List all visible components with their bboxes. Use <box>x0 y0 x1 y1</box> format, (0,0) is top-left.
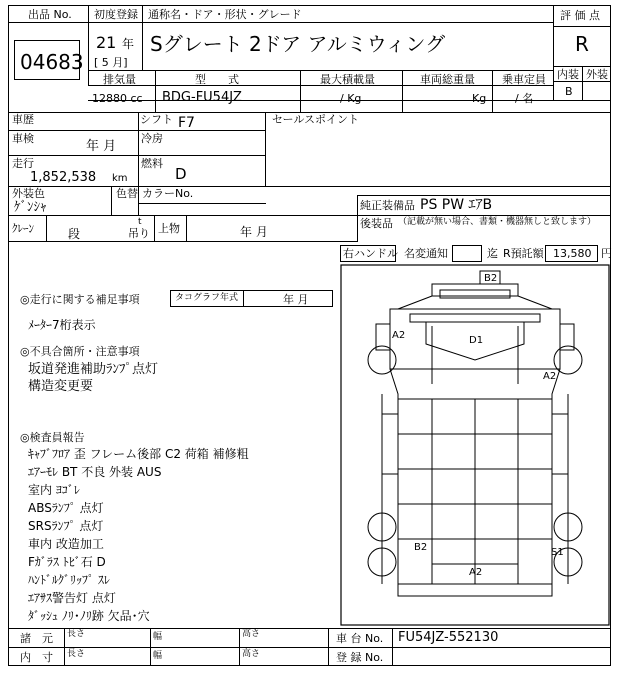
chassis-label: 車 台 No. <box>336 632 384 645</box>
lot-label: 出品 No. <box>28 8 72 21</box>
defect-line-2: 構造変更要 <box>28 379 94 394</box>
crane-ton: t <box>138 217 142 227</box>
inspector-line-6: 車内 改造加工 <box>28 537 104 551</box>
inspection-value: 年 月 <box>86 139 117 154</box>
capacity-label: 乗車定員 <box>502 73 546 86</box>
car-name-label: 通称名・ドア・形状・グレード <box>148 8 302 21</box>
damage-mark-a2-right: A2 <box>543 371 557 382</box>
history-label: 車歴 <box>12 113 34 126</box>
interior-size-label: 内 寸 <box>20 651 53 664</box>
color-code-label: カラーNo. <box>142 187 194 200</box>
length-label-2: 長さ <box>67 649 86 659</box>
color-label: 外装色 <box>12 187 45 200</box>
capacity: / 名 <box>515 92 534 105</box>
max-load: / Kg <box>340 92 362 105</box>
height-label-2: 高さ <box>242 649 261 659</box>
reg-month: [ 5 月] <box>94 56 128 69</box>
r-tax-label: R預託額 <box>503 247 544 260</box>
mileage-label: 走行 <box>12 157 34 170</box>
r-tax-value: 13,580 <box>553 247 592 260</box>
inspector-line-9: ｴｱｻｽ警告灯 点灯 <box>28 591 116 605</box>
gross-weight-label: 車両総重量 <box>420 73 475 86</box>
name-change-box <box>452 245 482 262</box>
interior-grade: B <box>565 85 573 98</box>
aftermarket-label: 後装品 <box>360 217 393 230</box>
lift-value: 年 月 <box>240 225 268 239</box>
width-label-2: 幅 <box>153 651 163 661</box>
reg-year: 21 <box>96 33 117 52</box>
right-hand-drive: 右ハンドル <box>343 247 398 260</box>
color-value: ｹﾞﾝｼｬ <box>14 200 47 215</box>
shift-label: シフト <box>140 113 173 126</box>
registration-label: 登 録 No. <box>336 651 384 664</box>
reg-year-unit: 年 <box>122 37 135 51</box>
model-code: BDG-FU54JZ <box>162 90 242 105</box>
fuel-label: 燃料 <box>141 157 163 170</box>
grade-label: 評 価 点 <box>560 9 600 22</box>
tachograph-label: タコグラフ年式 <box>175 293 239 303</box>
deadline-label: 迄 <box>487 247 498 260</box>
equipment-value: PS PW ｴｱB <box>420 197 493 213</box>
crane-stage: 段 <box>68 227 81 241</box>
inspector-line-2: ｴｱｰﾓﾚ BT 不良 外装 AUS <box>28 465 162 479</box>
crane-hook: 吊り <box>128 227 150 240</box>
damage-mark-a2-rear: A2 <box>469 567 483 578</box>
length-label-1: 長さ <box>67 629 86 639</box>
damage-mark-b2-rear: B2 <box>414 542 428 553</box>
inspector-line-4: ABSﾗﾝﾌﾟ 点灯 <box>28 501 104 515</box>
inspector-line-5: SRSﾗﾝﾌﾟ 点灯 <box>28 519 104 533</box>
max-load-label: 最大積載量 <box>320 73 375 86</box>
damage-mark-a2-left: A2 <box>392 330 406 341</box>
aftermarket-note: （記載が無い場合、書類・機器無しと致します） <box>398 217 597 227</box>
inspection-label: 車検 <box>12 132 34 145</box>
equipment-label: 純正装備品 <box>360 199 415 212</box>
inspector-line-1: ｷｬﾌﾞﾌﾛｱ 歪 フレーム後部 C2 荷箱 補修粗 <box>28 447 249 461</box>
r-tax-unit: 円 <box>601 247 612 260</box>
crane-label: ｸﾚｰﾝ <box>12 222 34 235</box>
damage-mark-d1: D1 <box>469 335 484 346</box>
lift-label: 上物 <box>158 222 180 235</box>
defect-line-1: 坂道発進補助ﾗﾝﾌﾟ点灯 <box>28 362 159 377</box>
aircon-label: 冷房 <box>141 132 163 145</box>
inspector-line-7: Fｶﾞﾗｽ ﾄﾋﾞ石 D <box>28 555 106 569</box>
displacement-label: 排気量 <box>103 73 136 86</box>
damage-mark-s1: S1 <box>551 547 564 558</box>
sales-point-label: セールスポイント <box>272 113 360 126</box>
color-change-label: 色替 <box>116 187 138 200</box>
interior-grade-label: 内装 <box>557 68 579 81</box>
spec-label: 諸 元 <box>20 632 53 645</box>
inspector-heading: ◎検査員報告 <box>20 431 85 444</box>
mileage-value: 1,852,538 <box>30 170 97 185</box>
damage-mark-b2-front: B2 <box>484 273 498 284</box>
width-label-1: 幅 <box>153 632 163 642</box>
chassis-number: FU54JZ-552130 <box>398 630 499 645</box>
overall-grade: R <box>575 32 589 56</box>
gross-weight: Kg <box>472 92 487 105</box>
fuel-value: D <box>175 165 187 183</box>
tachograph-value: 年 月 <box>283 293 309 306</box>
defects-heading: ◎不具合箇所・注意事項 <box>20 345 140 358</box>
inspector-line-8: ﾊﾝﾄﾞﾙｸﾞﾘｯﾌﾟ ｽﾚ <box>28 573 110 587</box>
lot-number: 04683 <box>20 50 84 74</box>
height-label-1: 高さ <box>242 629 261 639</box>
inspector-line-10: ﾀﾞｯｼｭ ﾉﾘ･ﾉﾘ跡 欠品･穴 <box>28 609 150 623</box>
exterior-grade-label: 外装 <box>586 68 608 81</box>
inspector-line-3: 室内 ﾖｺﾞﾚ <box>28 483 80 497</box>
mileage-unit: km <box>112 173 128 184</box>
first-reg-label: 初度登録 <box>94 8 138 21</box>
displacement: 12880 cc <box>92 92 143 105</box>
car-name: Sグレート 2ドア アルミウィング <box>150 32 446 56</box>
shift-value: F7 <box>178 115 195 131</box>
name-change-label: 名変通知 <box>404 247 448 260</box>
driving-line-1: ﾒｰﾀｰ7桁表示 <box>28 318 96 332</box>
model-label: 型 式 <box>195 73 239 86</box>
driving-heading: ◎走行に関する補足事項 <box>20 293 140 306</box>
